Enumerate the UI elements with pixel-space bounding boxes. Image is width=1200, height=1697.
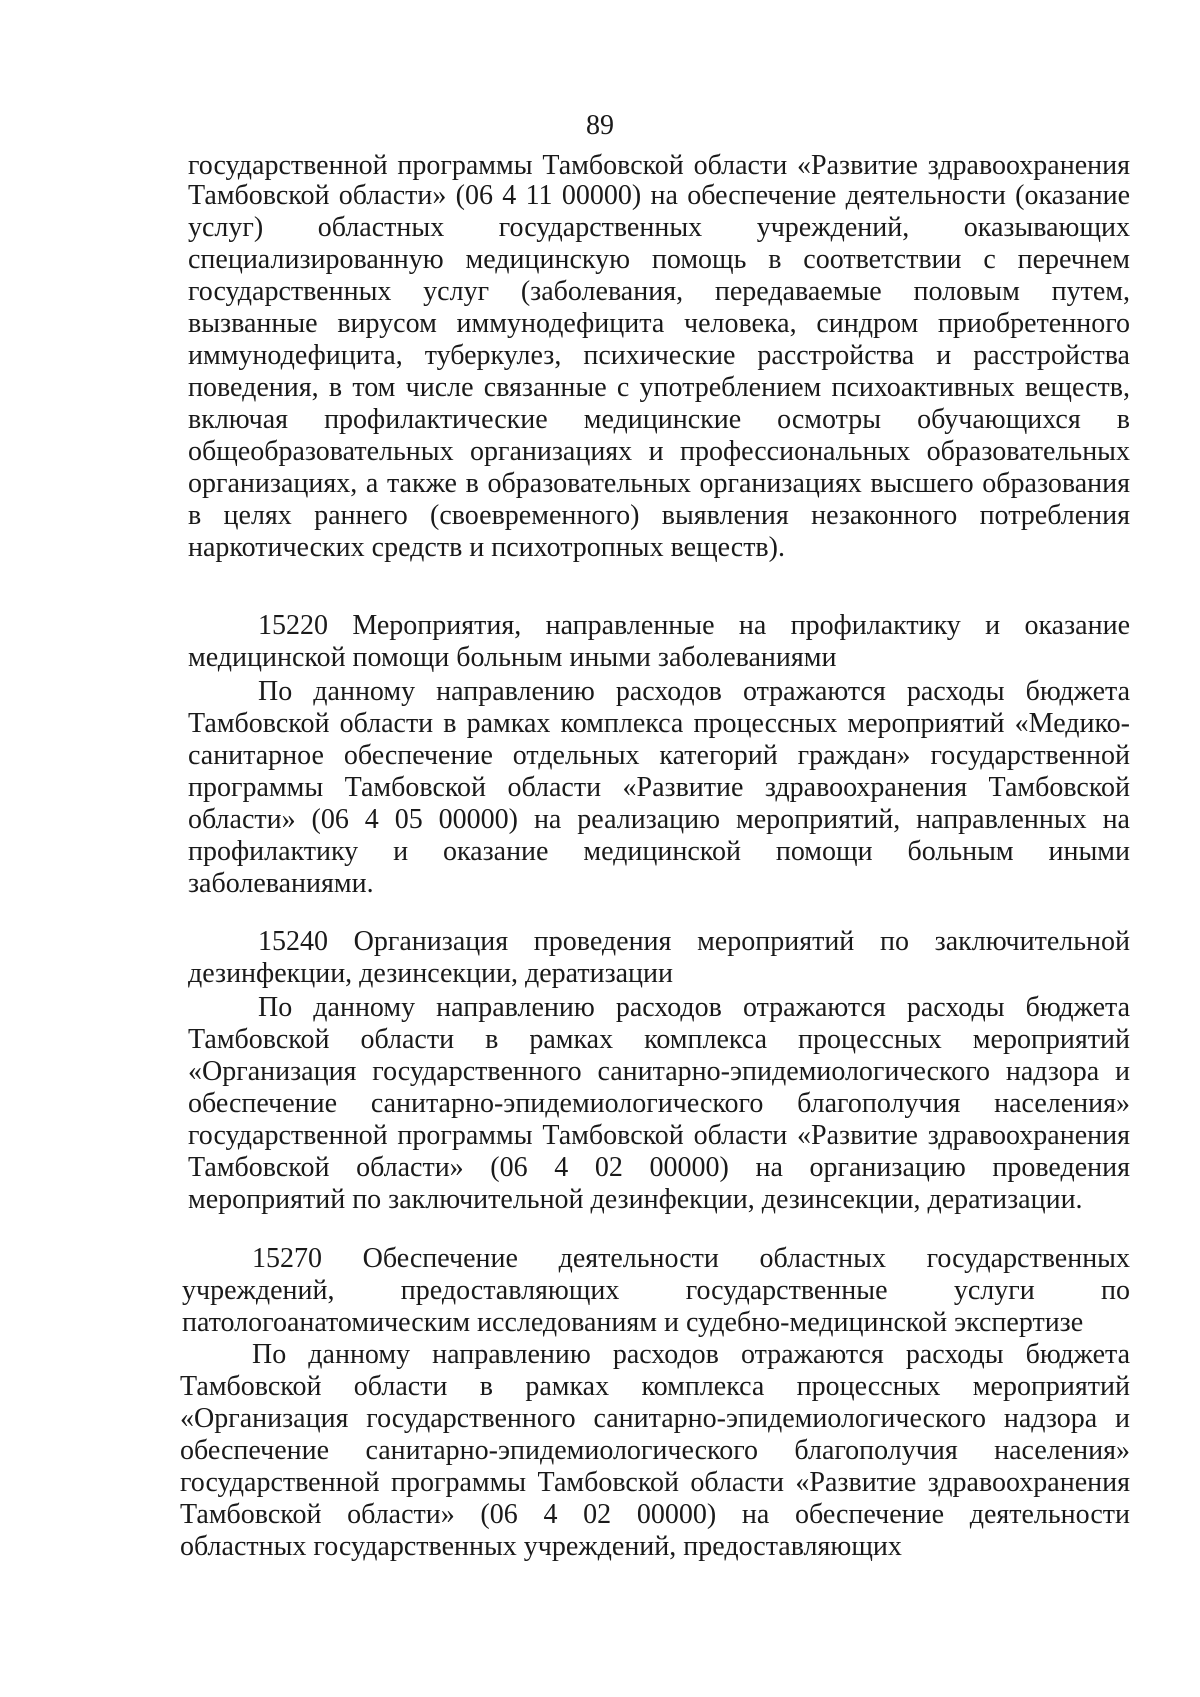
text-line: государственной программы Тамбовской области «Развитие здравоохранения	[188, 1120, 1130, 1151]
text-line: патологоанатомическим исследованиям и судебно-медицинской экспертизе	[182, 1307, 1084, 1338]
text-line: «Организация государственного санитарно-эпидемиологического надзора и	[188, 1056, 1130, 1087]
text-line: услуг) областных государственных учреждений, оказывающих	[188, 212, 1130, 243]
text-line: учреждений, предоставляющих государственные услуги по	[182, 1275, 1130, 1306]
text-line: области» (06 4 05 00000) на реализацию мероприятий, направленных на	[188, 804, 1130, 835]
text-line: медицинской помощи больным иными заболеваниями	[188, 642, 837, 673]
text-line: мероприятий по заключительной дезинфекции, дезинсекции, дератизации.	[188, 1184, 1083, 1215]
text-line: в целях раннего (своевременного) выявления незаконного потребления	[188, 500, 1130, 531]
text-line: областных государственных учреждений, предоставляющих	[180, 1531, 902, 1562]
text-line: организациях, а также в образовательных организациях высшего образования	[188, 468, 1130, 499]
text-line: государственной программы Тамбовской области «Развитие здравоохранения	[188, 150, 1130, 181]
text-line: По данному направлению расходов отражаются расходы бюджета	[258, 992, 1130, 1023]
text-line: иммунодефицита, туберкулез, психические расстройства и расстройства	[188, 340, 1130, 371]
text-line: государственных услуг (заболевания, передаваемые половым путем,	[188, 276, 1130, 307]
text-line: Тамбовской области» (06 4 02 00000) на организацию проведения	[188, 1152, 1130, 1183]
text-line: специализированную медицинскую помощь в соответствии с перечнем	[188, 244, 1130, 275]
text-line: государственной программы Тамбовской области «Развитие здравоохранения	[180, 1467, 1130, 1498]
text-line: Тамбовской области» (06 4 11 00000) на обеспечение деятельности (оказание	[188, 180, 1130, 211]
text-line: «Организация государственного санитарно-эпидемиологического надзора и	[180, 1403, 1130, 1434]
text-line: 15240 Организация проведения мероприятий по заключительной	[258, 926, 1130, 957]
text-line: По данному направлению расходов отражаются расходы бюджета	[252, 1339, 1130, 1370]
text-line: профилактику и оказание медицинской помощи больным иными	[188, 836, 1130, 867]
text-line: Тамбовской области» (06 4 02 00000) на обеспечение деятельности	[180, 1499, 1130, 1530]
text-line: 15270 Обеспечение деятельности областных государственных	[252, 1243, 1130, 1274]
text-line: 15220 Мероприятия, направленные на профилактику и оказание	[258, 610, 1130, 641]
text-line: дезинфекции, дезинсекции, дератизации	[188, 958, 674, 989]
text-line: включая профилактические медицинские осмотры обучающихся в	[188, 404, 1130, 435]
text-line: санитарное обеспечение отдельных категорий граждан» государственной	[188, 740, 1130, 771]
text-line: Тамбовской области в рамках комплекса процессных мероприятий	[180, 1371, 1130, 1402]
page-number: 89	[586, 110, 614, 141]
text-line: программы Тамбовской области «Развитие здравоохранения Тамбовской	[188, 772, 1130, 803]
text-line: Тамбовской области в рамках комплекса процессных мероприятий	[188, 1024, 1130, 1055]
text-line: заболеваниями.	[188, 868, 374, 899]
text-line: По данному направлению расходов отражаются расходы бюджета	[258, 676, 1130, 707]
text-line: поведения, в том числе связанные с употреблением психоактивных веществ,	[188, 372, 1130, 403]
text-line: Тамбовской области в рамках комплекса процессных мероприятий «Медико-	[188, 708, 1130, 739]
text-line: вызванные вирусом иммунодефицита человека, синдром приобретенного	[188, 308, 1130, 339]
text-line: наркотических средств и психотропных веществ).	[188, 532, 785, 563]
text-line: общеобразовательных организациях и профессиональных образовательных	[188, 436, 1130, 467]
text-line: обеспечение санитарно-эпидемиологического благополучия населения»	[180, 1435, 1130, 1466]
text-line: обеспечение санитарно-эпидемиологического благополучия населения»	[188, 1088, 1130, 1119]
